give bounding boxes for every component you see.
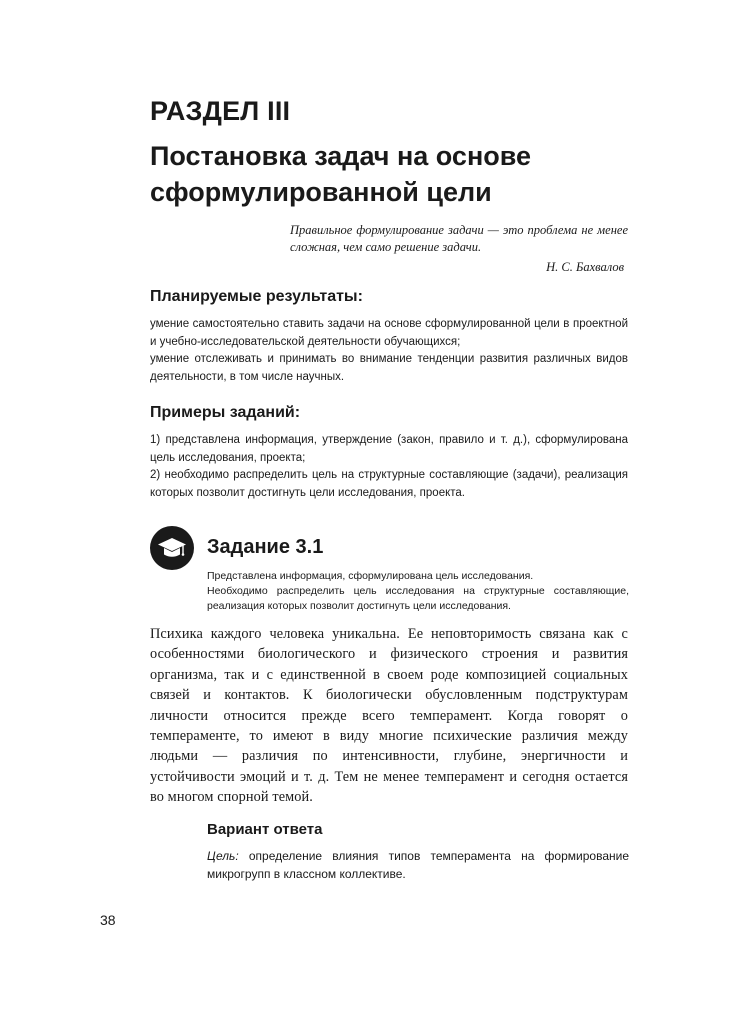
section-title: Постановка задач на основе сформулированной цели (150, 141, 532, 207)
task-description-line: Необходимо распределить цель исследования на структурные составляющие, реализация которых позволит достигнуть цели исследования. (207, 585, 629, 612)
task-body-text: Психика каждого человека уникальна. Ее неповторимость связана как с особенностями биологического и физического строения и развития организма, так и с единственной в своем роде композицией социальных связей и контактов. К биологически обусловленным подструктурам личности относится прежде всего темперамент. Когда говорят о темпераменте, то имеют в виду многие психические различия между людьми — различия по интенсивности, глубине, энергичности и устойчивости эмоций и т. д. Тем не менее темперамент и сегодня остается во многом спорной темой. (150, 626, 628, 806)
graduation-cap-icon (150, 526, 194, 570)
planned-results-heading: Планируемые результаты: (150, 288, 363, 305)
task-description (207, 569, 629, 614)
epigraph-quote: Правильное формулирование задачи — это проблема не менее сложная, чем само решение задачи. (290, 223, 628, 254)
examples-list (150, 432, 628, 502)
list-item: 2) необходимо распределить цель на структурные составляющие (задачи), реализация которых позволит достигнуть цели исследования, проекта. (150, 469, 628, 499)
answer-text (207, 847, 629, 883)
answer-goal-label: Цель: (207, 849, 239, 863)
epigraph (290, 222, 628, 276)
list-item: 1) представлена информация, утверждение (закон, правило и т. д.), сформулирована цель исследования, проекта; (150, 434, 628, 464)
list-item: умение самостоятельно ставить задачи на основе сформулированной цели в проектной и учебно-исследовательской деятельности обучающихся; (150, 318, 628, 348)
planned-results-list (150, 316, 628, 386)
task-title: Задание 3.1 (207, 536, 324, 558)
page-number: 38 (100, 912, 116, 928)
epigraph-author: Н. С. Бахвалов (546, 260, 624, 274)
task-description-line: Представлена информация, сформулирована цель исследования. (207, 570, 534, 582)
answer-heading: Вариант ответа (207, 821, 323, 838)
list-item: умение отслеживать и принимать во внимание тенденции развития различных видов деятельности, в том числе научных. (150, 353, 628, 383)
section-label: РАЗДЕЛ III (150, 96, 291, 126)
examples-heading: Примеры заданий: (150, 404, 301, 421)
answer-goal-text: определение влияния типов темперамента на формирование микрогрупп в классном коллективе. (207, 849, 629, 881)
